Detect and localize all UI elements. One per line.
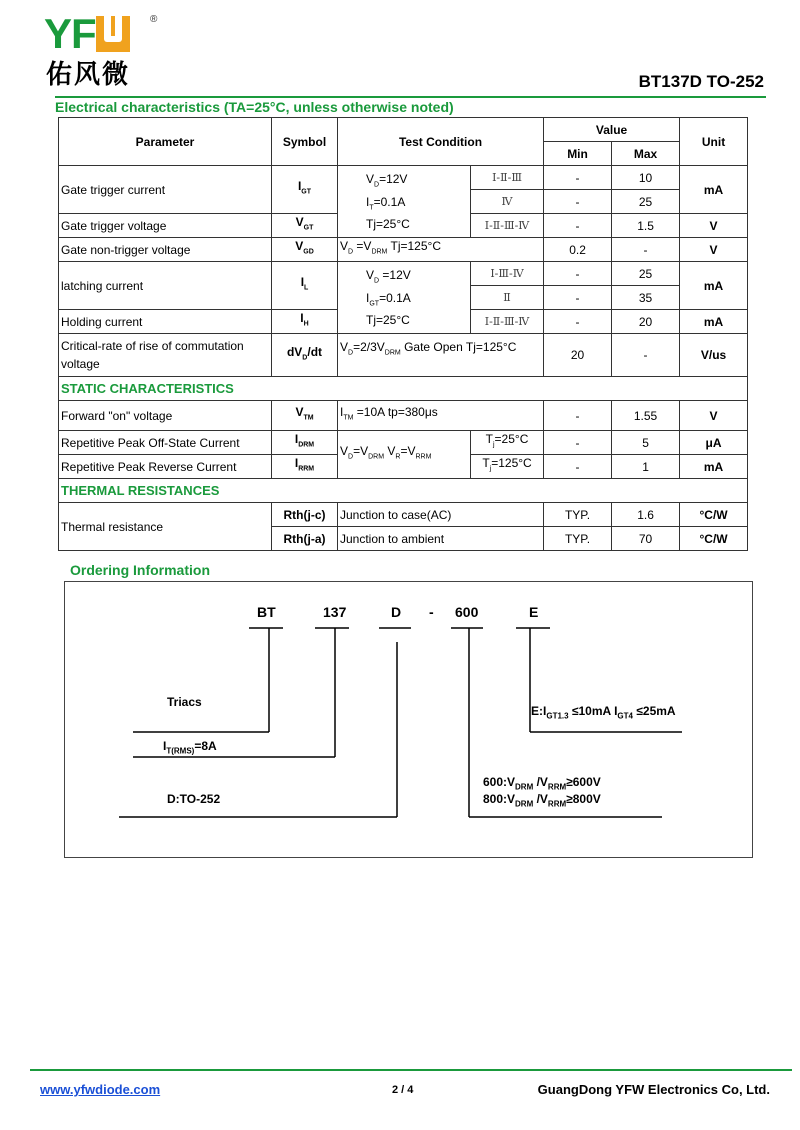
cond-tj: Tj=25°C xyxy=(366,312,410,327)
min-ih: - xyxy=(544,310,612,334)
symbol-irrm: $I_{RRM}$ xyxy=(272,455,338,479)
cond-vd: $V_D =12V$ xyxy=(366,268,411,285)
symbol-rth-ja: Rth(j-a) xyxy=(272,527,338,551)
symbol-vgd: $V_{GD}$ xyxy=(272,238,338,262)
label-voltage-600: $600:V_{DRM}$ $/V_{RRM}\ge 600V$ xyxy=(483,775,601,792)
min-igt-1: - xyxy=(544,166,612,190)
symbol-rth-jc: Rth(j-c) xyxy=(272,503,338,527)
label-it-rms: $I_{T(RMS)}=8A$ xyxy=(163,739,217,756)
param-idrm: Repetitive Peak Off-State Current xyxy=(59,431,272,455)
header-divider xyxy=(55,96,766,98)
unit-rth-ja: °C/W xyxy=(680,527,748,551)
min-il-1: - xyxy=(544,262,612,286)
max-vgd: - xyxy=(612,238,680,262)
part-title: BT137D TO-252 xyxy=(638,72,764,91)
max-igt-2: 25 xyxy=(612,190,680,214)
header-max: Max xyxy=(612,142,680,166)
min-vgt: - xyxy=(544,214,612,238)
unit-vgd: V xyxy=(680,238,748,262)
symbol-ih: $I_H$ xyxy=(272,310,338,334)
registered-mark: ® xyxy=(150,14,158,25)
unit-il: mA xyxy=(680,262,748,310)
static-heading: STATIC CHARACTERISTICS xyxy=(59,377,748,401)
max-rth-jc: 1.6 xyxy=(612,503,680,527)
footer-website-link[interactable]: www.yfwdiode.com xyxy=(40,1082,161,1097)
part-code-package: D xyxy=(391,604,402,620)
footer-company-name: GuangDong YFW Electronics Co, Ltd. xyxy=(537,1082,770,1097)
header-value: Value xyxy=(544,118,680,142)
min-igt-2: - xyxy=(544,190,612,214)
unit-irrm: mA xyxy=(680,455,748,479)
quadrant-igt-2: Ⅳ xyxy=(471,190,544,214)
symbol-dvdt: $dV_D/dt$ xyxy=(272,334,338,377)
min-dvdt: 20 xyxy=(544,334,612,377)
label-triacs: Triacs xyxy=(167,695,202,709)
max-idrm: 5 xyxy=(612,431,680,455)
thermal-heading: THERMAL RESISTANCES xyxy=(59,479,748,503)
max-ih: 20 xyxy=(612,310,680,334)
condition-idrm-irrm: $V_D=V_{DRM}$ $V_R=V_{RRM}$ xyxy=(338,431,471,479)
symbol-vtm: $V_{TM}$ xyxy=(272,401,338,431)
quadrant-il-1: Ⅰ-Ⅲ-Ⅳ xyxy=(471,262,544,286)
min-il-2: - xyxy=(544,286,612,310)
min-irrm: - xyxy=(544,455,612,479)
cond-tj: Tj=25°C xyxy=(366,216,410,231)
max-rth-ja: 70 xyxy=(612,527,680,551)
page-number: 2 / 4 xyxy=(392,1084,414,1096)
condition-il-ih xyxy=(338,262,471,334)
min-rth-jc: TYP. xyxy=(544,503,612,527)
symbol-il: $I_L$ xyxy=(272,262,338,310)
condition-rth-ja: Junction to ambient xyxy=(338,527,544,551)
part-code-series: BT xyxy=(257,604,276,620)
quadrant-vgt: Ⅰ-Ⅱ-Ⅲ-Ⅳ xyxy=(471,214,544,238)
condition-dvdt: $V_D=2/3V_{DRM}$ Gate Open Tj=125°C xyxy=(338,334,544,377)
logo-w-mark xyxy=(96,16,130,52)
logo-letters xyxy=(44,12,130,56)
unit-ih: mA xyxy=(680,310,748,334)
unit-rth-jc: °C/W xyxy=(680,503,748,527)
max-dvdt: - xyxy=(612,334,680,377)
unit-dvdt: V/us xyxy=(680,334,748,377)
header-min: Min xyxy=(544,142,612,166)
quadrant-ih: Ⅰ-Ⅱ-Ⅲ-Ⅳ xyxy=(471,310,544,334)
part-code-gate: E xyxy=(529,604,539,620)
header-symbol: Symbol xyxy=(272,118,338,166)
cond-vd: $V_D=12V$ xyxy=(366,172,408,189)
min-rth-ja: TYP. xyxy=(544,527,612,551)
quadrant-igt-1: Ⅰ-Ⅱ-Ⅲ xyxy=(471,166,544,190)
part-code-dash: - xyxy=(429,604,434,620)
max-il-2: 35 xyxy=(612,286,680,310)
temp-irrm: $T_j=125^\circ C$ xyxy=(471,455,544,479)
label-gate-current: $E:I_{GT1.3} \le 10mA$ $I_{GT4} \le 25mA$ xyxy=(531,704,676,721)
label-voltage-800: $800:V_{DRM}$ $/V_{RRM}\ge 800V$ xyxy=(483,792,601,809)
header-parameter: Parameter xyxy=(59,118,272,166)
header-unit: Unit xyxy=(680,118,748,166)
min-vtm: - xyxy=(544,401,612,431)
param-vgd: Gate non-trigger voltage xyxy=(59,238,272,262)
spec-table xyxy=(58,117,748,551)
cond-igt: $I_{GT}=0.1A$ xyxy=(366,290,411,307)
cond-it: $I_T=0.1A$ xyxy=(366,194,406,211)
ordering-diagram xyxy=(64,581,753,858)
label-package: D:TO-252 xyxy=(167,792,221,806)
header-test-condition: Test Condition xyxy=(338,118,544,166)
condition-vgd: $V_D =V_{DRM}$ Tj=125°C xyxy=(338,238,544,262)
logo-chinese-name: 佑风微 xyxy=(46,60,131,90)
param-vtm: Forward "on" voltage xyxy=(59,401,272,431)
condition-rth-jc: Junction to case(AC) xyxy=(338,503,544,527)
param-vgt: Gate trigger voltage xyxy=(59,214,272,238)
unit-vtm: V xyxy=(680,401,748,431)
unit-igt: mA xyxy=(680,166,748,214)
part-code-voltage: 600 xyxy=(455,604,479,620)
ordering-heading: Ordering Information xyxy=(70,562,210,578)
ordering-connector-lines xyxy=(65,582,754,859)
param-il: latching current xyxy=(59,262,272,310)
symbol-vgt: $V_{GT}$ xyxy=(272,214,338,238)
param-igt: Gate trigger current xyxy=(59,166,272,214)
min-vgd: 0.2 xyxy=(544,238,612,262)
max-vtm: 1.55 xyxy=(612,401,680,431)
max-il-1: 25 xyxy=(612,262,680,286)
param-irrm: Repetitive Peak Reverse Current xyxy=(59,455,272,479)
max-irrm: 1 xyxy=(612,455,680,479)
max-vgt: 1.5 xyxy=(612,214,680,238)
symbol-igt: $I_{GT}$ xyxy=(272,166,338,214)
logo-letters-green: YF xyxy=(44,10,96,57)
footer-divider xyxy=(30,1069,792,1071)
param-dvdt: Critical-rate of rise of commutation voltage xyxy=(59,334,272,377)
unit-idrm: μA xyxy=(680,431,748,455)
symbol-idrm: $I_{DRM}$ xyxy=(272,431,338,455)
condition-vtm: $I_{TM} =10A$ tp=380μs xyxy=(338,401,544,431)
quadrant-il-2: Ⅱ xyxy=(471,286,544,310)
max-igt-1: 10 xyxy=(612,166,680,190)
temp-idrm: $T_j=25^\circ C$ xyxy=(471,431,544,455)
param-thermal: Thermal resistance xyxy=(59,503,272,551)
condition-igt-vgt xyxy=(338,166,471,238)
min-idrm: - xyxy=(544,431,612,455)
unit-vgt: V xyxy=(680,214,748,238)
company-logo xyxy=(44,12,164,92)
electrical-heading: Electrical characteristics (TA=25°C, unless otherwise noted) xyxy=(55,99,454,115)
param-ih: Holding current xyxy=(59,310,272,334)
part-code-current: 137 xyxy=(323,604,347,620)
